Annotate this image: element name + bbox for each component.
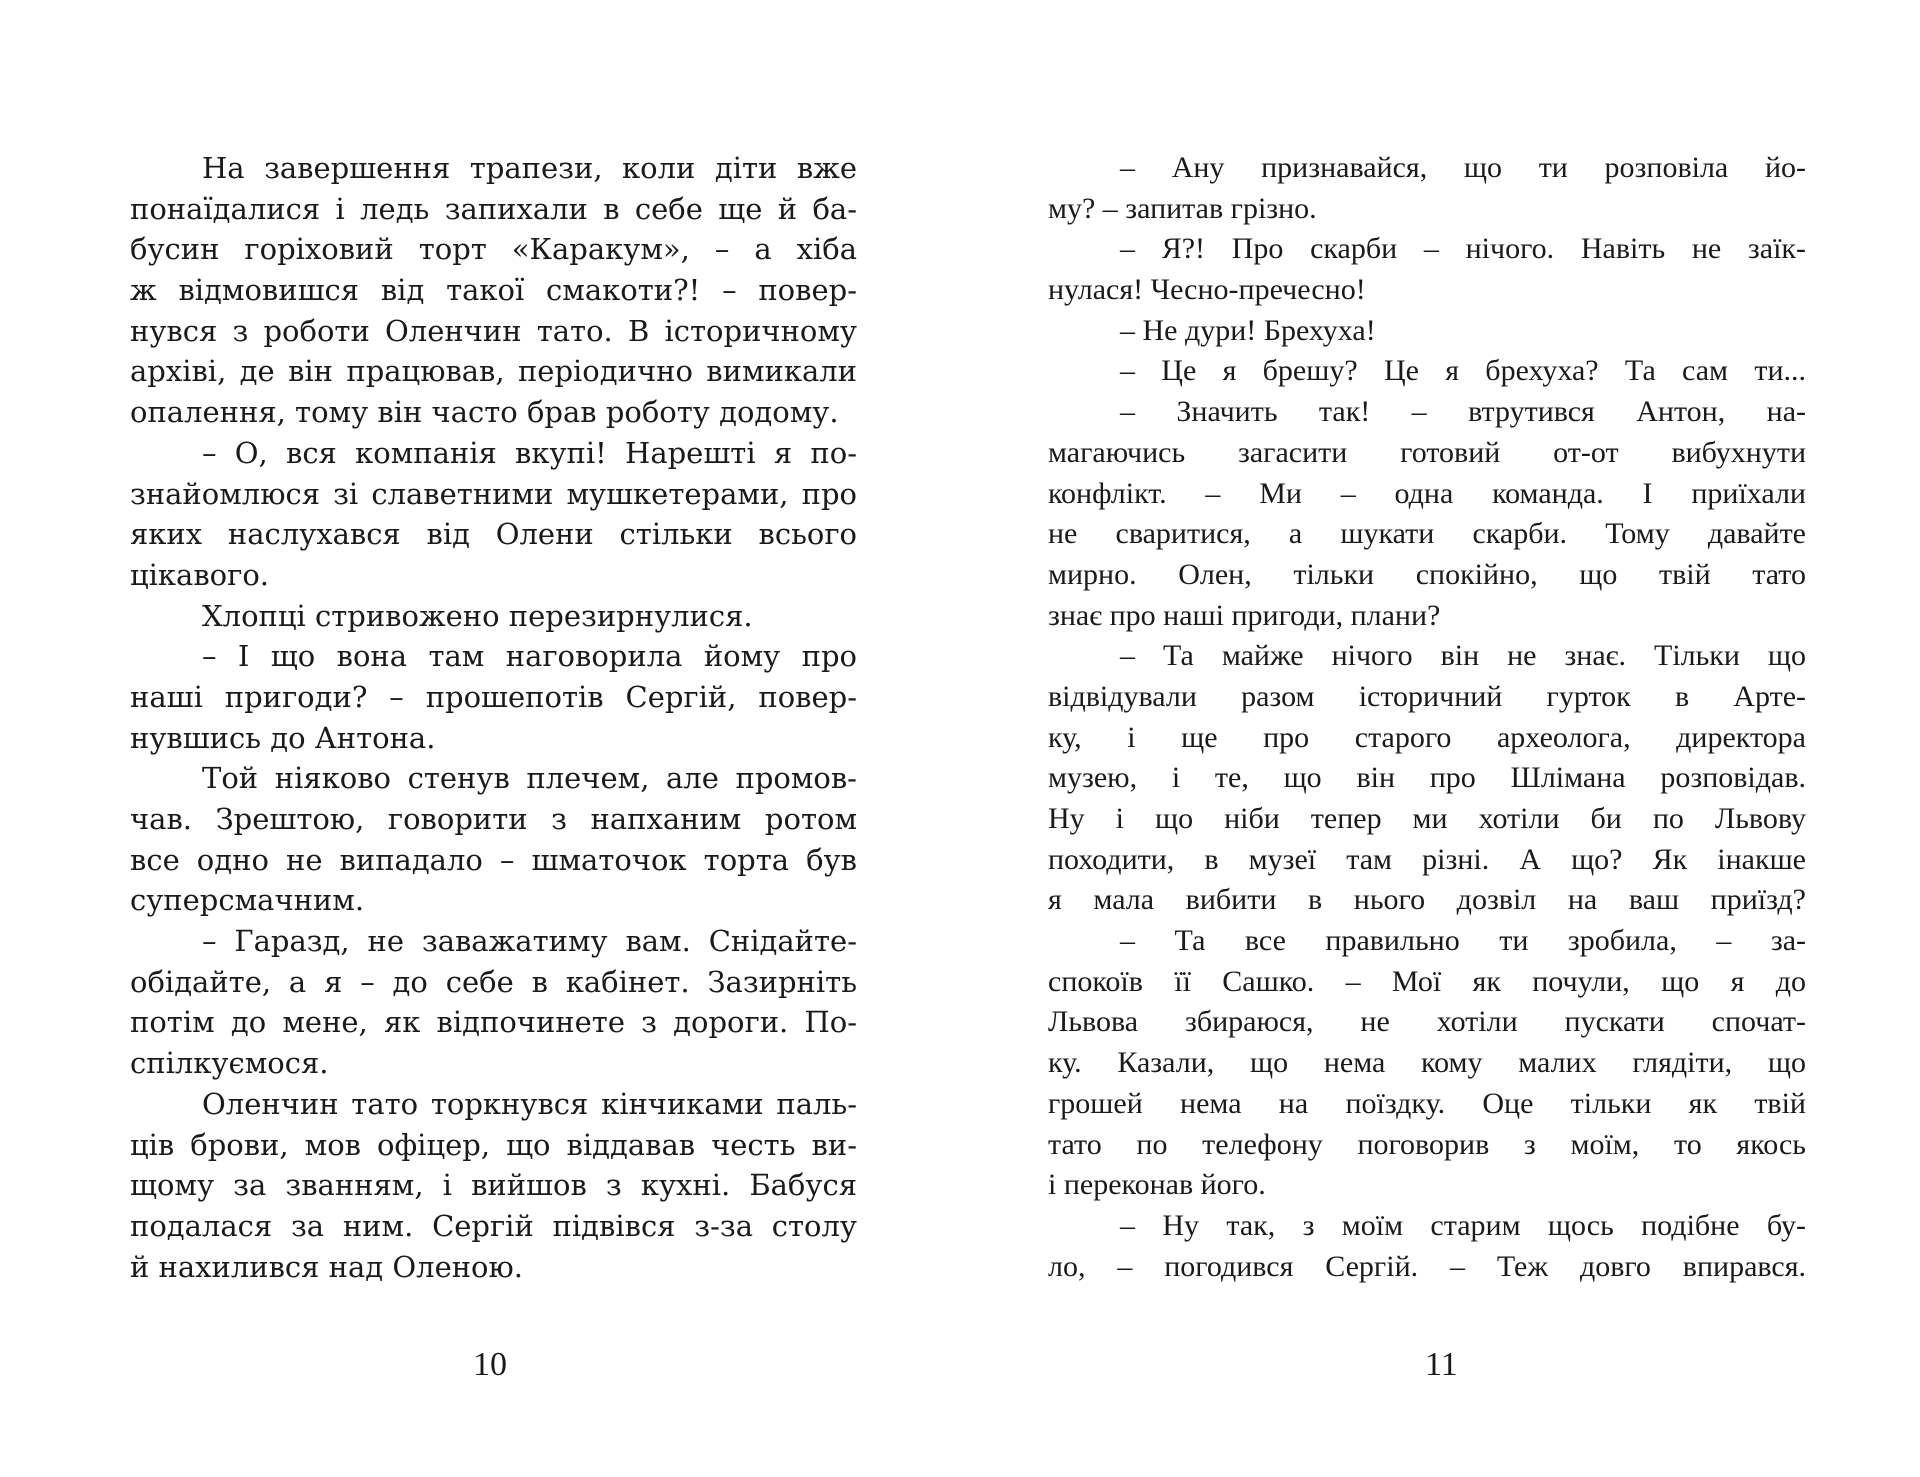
text-line: подалася за ним. Сергій підвівся з-за столу xyxy=(130,1208,857,1243)
text-line: конфлікт. – Ми – одна команда. І приїхали xyxy=(1048,476,1806,510)
text-line: відвідували разом історичний гурток в Арте- xyxy=(1048,679,1806,713)
text-line: архіві, де він працював, періодично вимикали xyxy=(130,354,857,389)
text-line: й нахилився над Оленою. xyxy=(130,1249,523,1284)
text-line: цікавого. xyxy=(130,557,269,592)
text-line: щому за званням, і вийшов з кухні. Бабуся xyxy=(130,1168,857,1203)
text-line: опалення, тому він часто брав роботу додому. xyxy=(130,395,839,430)
text-line: Львова збираюся, не хотіли пускати спочат- xyxy=(1048,1005,1806,1039)
page-number-right: 11 xyxy=(1425,1346,1458,1383)
text-line: – Це я брешу? Це я брехуха? Та сам ти... xyxy=(1120,354,1806,388)
text-line: потім до мене, як відпочинете з дороги. По- xyxy=(130,1005,857,1040)
text-line: Хлопці стривожено перезирнулися. xyxy=(202,598,753,633)
text-line: і переконав його. xyxy=(1048,1168,1266,1202)
text-line: музею, і те, що він про Шлімана розповідав. xyxy=(1048,761,1806,795)
text-line: чав. Зрештою, говорити з напханим ротом xyxy=(130,802,857,836)
text-line: – Та все правильно ти зробила, – за- xyxy=(1120,924,1806,958)
text-line: наші пригоди? – прошепотів Сергій, повер- xyxy=(130,679,857,714)
text-line: спілкуємося. xyxy=(130,1046,329,1081)
text-line: не сваритися, а шукати скарби. Тому давайте xyxy=(1048,517,1806,551)
text-line: грошей нема на поїздку. Оце тільки як твій xyxy=(1048,1086,1806,1120)
text-line: На завершення трапези, коли діти вже xyxy=(202,151,857,185)
text-line: я мала вибити в нього дозвіл на ваш приїзд? xyxy=(1048,883,1806,917)
text-line: нувся з роботи Оленчин тато. В історичному xyxy=(130,313,857,348)
text-line: магаючись загасити готовий от-от вибухнути xyxy=(1048,435,1806,469)
text-line: нулася! Чесно-пречесно! xyxy=(1048,273,1366,307)
text-line: – Гаразд, не заважатиму вам. Снідайте- xyxy=(202,924,857,959)
text-line: знайомлюся зі славетними мушкетерами, про xyxy=(130,476,857,511)
text-line: – Не дури! Брехуха! xyxy=(1120,313,1376,347)
text-line: мирно. Олен, тільки спокійно, що твій тато xyxy=(1048,557,1806,591)
text-line: ло, – погодився Сергій. – Теж довго впирався. xyxy=(1048,1249,1806,1283)
text-line: суперсмачним. xyxy=(130,883,365,918)
text-line: бусин горіховий торт «Каракум», – а хіба xyxy=(130,232,857,267)
text-line: – Я?! Про скарби – нічого. Навіть не заїк- xyxy=(1120,232,1806,266)
text-line: – Та майже нічого він не знає. Тільки що xyxy=(1120,639,1806,673)
text-line: все одно не випадало – шматочок торта був xyxy=(130,842,857,877)
text-line: ку. Казали, що нема кому малих глядіти, що xyxy=(1048,1046,1806,1080)
right-page-text xyxy=(1048,148,1806,1287)
text-line: – О, вся компанія вкупі! Нарешті я по- xyxy=(202,435,857,470)
left-page-text xyxy=(130,148,857,1287)
text-line: Той ніяково стенув плечем, але промов- xyxy=(202,761,857,796)
text-line: тато по телефону поговорив з моїм, то якось xyxy=(1048,1127,1806,1161)
text-line: му? – запитав грізно. xyxy=(1048,191,1317,225)
page-number-left: 10 xyxy=(473,1346,507,1383)
text-line: – Значить так! – втрутився Антон, на- xyxy=(1120,395,1806,429)
text-line: ж відмовишся від такої смакоти?! – повер- xyxy=(130,273,857,308)
text-line: нувшись до Антона. xyxy=(130,720,436,755)
text-line: обідайте, а я – до себе в кабінет. Зазирніть xyxy=(130,964,857,999)
text-line: – Ану признавайся, що ти розповіла йо- xyxy=(1120,151,1806,184)
text-line: ку, і ще про старого археолога, директора xyxy=(1048,720,1806,754)
text-line: спокоїв її Сашко. – Мої як почули, що я до xyxy=(1048,964,1806,998)
text-line: яких наслухався від Олени стільки всього xyxy=(130,517,857,552)
text-line: понаїдалися і ледь запихали в себе ще й ба- xyxy=(130,191,857,226)
text-line: походити, в музеї там різні. А що? Як інакше xyxy=(1048,842,1806,876)
text-line: знає про наші пригоди, плани? xyxy=(1048,598,1441,632)
right-page xyxy=(960,0,1920,1477)
text-line: – Ну так, з моїм старим щось подібне бу- xyxy=(1120,1208,1806,1242)
text-line: Оленчин тато торкнувся кінчиками паль- xyxy=(202,1086,857,1121)
text-line: Ну і що ніби тепер ми хотіли би по Львову xyxy=(1048,802,1806,835)
text-line: – І що вона там наговорила йому про xyxy=(202,639,857,674)
text-line: ців брови, мов офіцер, що віддавав честь ви- xyxy=(130,1127,857,1162)
